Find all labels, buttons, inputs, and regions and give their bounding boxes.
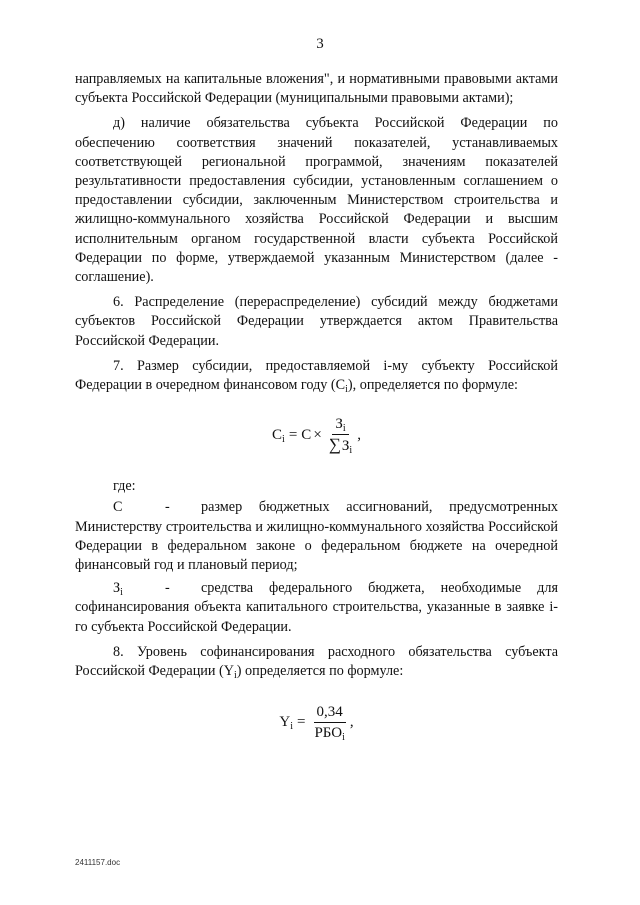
paragraph-6: 6. Распределение (перераспределение) субсидий между бюджетами субъектов Российской Федерации утверждается актом Правительства Российской Федерации. — [75, 294, 558, 349]
definition-c — [75, 498, 558, 517]
definition-z — [75, 579, 558, 598]
definition-c-first-line: размер бюджетных ассигнований, предусмотренных — [201, 499, 558, 516]
definition-z-dash: - — [165, 580, 170, 597]
formula2-equals: = — [296, 714, 306, 731]
formula-denominator: $\sum З_i$ — [328, 435, 353, 457]
definition-z-rest: софинансирования объекта капитального строительства, указанные в заявке i-го субъекта Российской Федерации. — [75, 599, 558, 635]
paragraph-8 — [75, 643, 558, 681]
document-filename: 2411157.doc — [75, 858, 121, 867]
definition-c-dash: - — [165, 499, 170, 516]
definition-c-rest: Министерству строительства и жилищно-коммунального хозяйства Российской Федерации в федеральном законе о федеральном бюджете на очередной финансовый год и плановый период; — [75, 518, 558, 574]
paragraph-7-text-after: ), определяется по формуле: — [347, 377, 518, 394]
formula-cofinancing-level — [75, 703, 558, 742]
definition-z-first-line: средства федерального бюджета, необходимые для — [201, 580, 558, 597]
definition-z-symbol: $З_i$ — [113, 580, 123, 599]
inline-variable-ci: $C_i$ — [335, 377, 348, 396]
formula-fraction — [326, 415, 355, 455]
paragraph-d: д) наличие обязательства субъекта Российской Федерации по обеспечению соответствия значений показателей, устанавливаемых соответствующей региональной программой, значениям показателей результативности предоставления субсидии, установленным соглашением о предоставлении субсидии, заключенным Министерством строительства и жилищно-коммунального хозяйства Российской Федерации и высшим исполнительным органом государственной власти субъекта Российской Федерации по форме, утверждаемой указанным Министерством (далее - соглашение). — [75, 115, 558, 286]
paragraph-7 — [75, 357, 558, 395]
paragraph-continuation: направляемых на капитальные вложения", и нормативными правовыми актами субъекта Российской Федерации (муниципальными правовыми актами); — [75, 71, 558, 107]
formula-lhs: $C_i$ — [272, 426, 285, 445]
formula-equals: = — [288, 426, 298, 443]
formula-numerator: $З_i$ — [332, 415, 348, 435]
page-number: 3 — [316, 36, 324, 52]
formula-total-c: C — [301, 426, 312, 443]
where-label: где: — [113, 478, 136, 495]
formula-times: × — [313, 426, 322, 443]
document-body — [75, 70, 558, 742]
paragraph-7-text-before: 7. Размер субсидии, предоставляемой i-му субъекту Российской Федерации в очередном финансовом году ( — [75, 357, 558, 394]
formula2-numerator: 0,34 — [314, 703, 346, 723]
formula2-fraction — [311, 703, 347, 742]
paragraph-8-text-before: 8. Уровень софинансирования расходного обязательства субъекта Российской Федерации ( — [75, 643, 558, 680]
formula2-comma: , — [349, 714, 354, 731]
formula2-denominator: $РБО_i$ — [314, 725, 345, 744]
definition-c-symbol: C — [113, 499, 123, 516]
inline-variable-yi: $Y_i$ — [223, 663, 237, 682]
paragraph-8-text-after: ) определяется по формуле: — [236, 663, 404, 680]
formula2-lhs: $Y_i$ — [279, 714, 293, 733]
formula-subsidy-size — [75, 415, 558, 455]
formula-comma: , — [357, 426, 361, 443]
